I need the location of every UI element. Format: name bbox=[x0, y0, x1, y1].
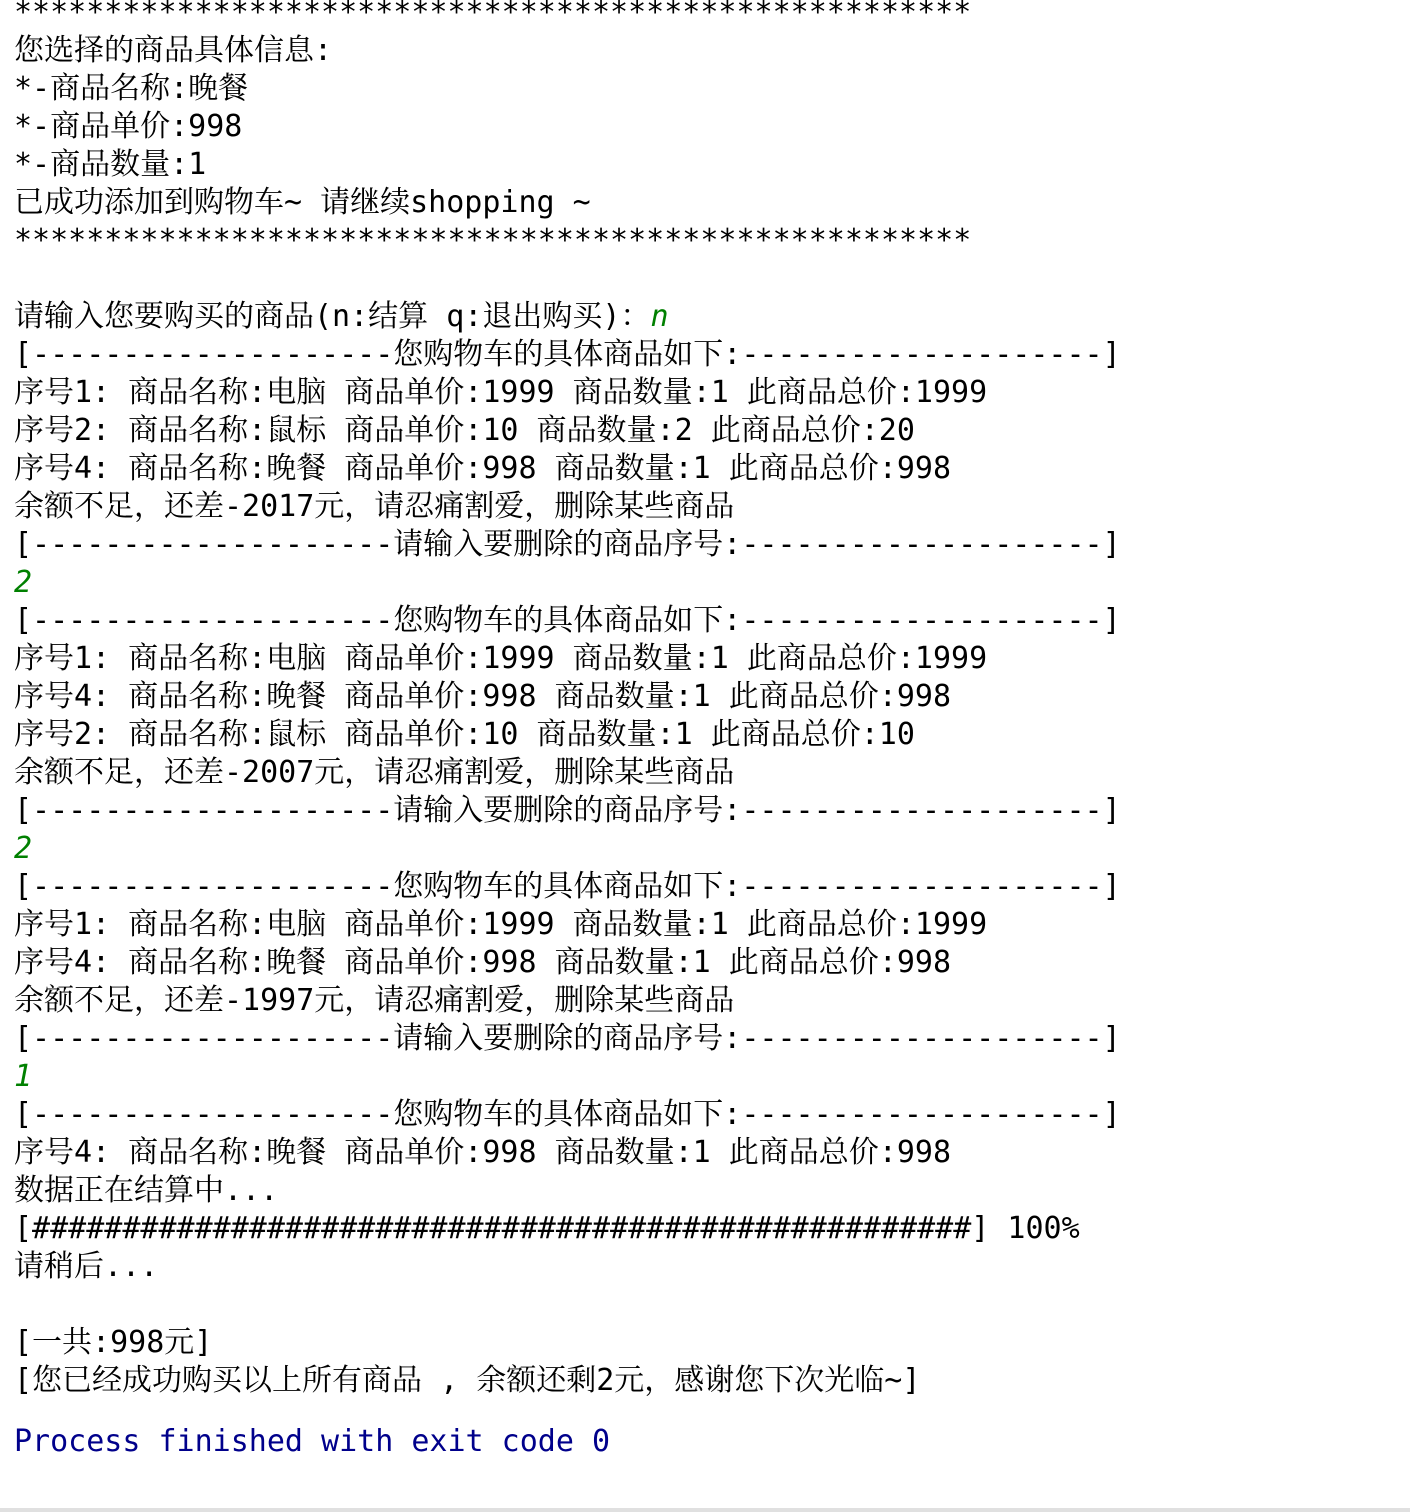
console-line bbox=[14, 1324, 1404, 1362]
console-line-text: 数据正在结算中... bbox=[14, 1173, 279, 1208]
console-line-text: ***************************************************** bbox=[14, 223, 972, 258]
console-line bbox=[14, 602, 1404, 640]
console-line-text: 余额不足，还差-2017元，请忍痛割爱，删除某些商品 bbox=[14, 489, 735, 524]
console-line-text: 序号1: 商品名称:电脑 商品单价:1999 商品数量:1 此商品总价:1999 bbox=[14, 907, 988, 942]
console-line-text: [--------------------您购物车的具体商品如下:--------------------] bbox=[14, 869, 1121, 904]
console-line bbox=[14, 298, 1404, 336]
console-line-text: 序号4: 商品名称:晚餐 商品单价:998 商品数量:1 此商品总价:998 bbox=[14, 1135, 952, 1170]
console-line-text: [--------------------您购物车的具体商品如下:--------------------] bbox=[14, 337, 1121, 372]
console-line-text: 序号4: 商品名称:晚餐 商品单价:998 商品数量:1 此商品总价:998 bbox=[14, 679, 952, 714]
console-line bbox=[14, 1400, 1404, 1423]
console-line-text: 请输入您要购买的商品(n:结算 q:退出购买)： bbox=[14, 299, 651, 334]
console-line-text: 序号4: 商品名称:晚餐 商品单价:998 商品数量:1 此商品总价:998 bbox=[14, 451, 952, 486]
console-line bbox=[14, 1172, 1404, 1210]
console-line-text: 序号1: 商品名称:电脑 商品单价:1999 商品数量:1 此商品总价:1999 bbox=[14, 641, 988, 676]
user-input-text: n bbox=[650, 299, 669, 334]
console-line bbox=[14, 0, 1404, 32]
console-line bbox=[14, 678, 1404, 716]
console-line bbox=[14, 260, 1404, 298]
console-line-text: 余额不足，还差-1997元，请忍痛割爱，删除某些商品 bbox=[14, 983, 735, 1018]
console-line-text: [您已经成功购买以上所有商品 , 余额还剩2元，感谢您下次光临~] bbox=[14, 1363, 921, 1398]
console-line bbox=[14, 374, 1404, 412]
console-line bbox=[14, 792, 1404, 830]
console-line bbox=[14, 1020, 1404, 1058]
console-line bbox=[14, 184, 1404, 222]
console-line-text: [--------------------请输入要删除的商品序号:--------------------] bbox=[14, 1021, 1121, 1056]
console-line bbox=[14, 830, 1404, 868]
console-line bbox=[14, 32, 1404, 70]
console-line bbox=[14, 564, 1404, 602]
process-exit-line bbox=[14, 1423, 1404, 1461]
console-line bbox=[14, 716, 1404, 754]
console-line-text: *-商品数量:1 bbox=[14, 147, 207, 182]
console-line bbox=[14, 450, 1404, 488]
console-line bbox=[14, 1058, 1404, 1096]
console-line bbox=[14, 108, 1404, 146]
console-line-text: [一共:998元] bbox=[14, 1325, 213, 1360]
user-input-text: 2 bbox=[14, 831, 33, 866]
console-output bbox=[14, 0, 1404, 1461]
console-line-text: 序号4: 商品名称:晚餐 商品单价:998 商品数量:1 此商品总价:998 bbox=[14, 945, 952, 980]
console-line bbox=[14, 906, 1404, 944]
console-line-text: 请稍后... bbox=[14, 1249, 159, 1284]
panel-bottom-border bbox=[0, 1508, 1410, 1512]
console-line bbox=[14, 868, 1404, 906]
console-line-text: ***************************************************** bbox=[14, 0, 972, 30]
console-line bbox=[14, 1134, 1404, 1172]
console-line bbox=[14, 1286, 1404, 1324]
console-line bbox=[14, 146, 1404, 184]
console-line bbox=[14, 336, 1404, 374]
console-line-text: Process finished with exit code 0 bbox=[14, 1424, 611, 1459]
console-line-text: [--------------------请输入要删除的商品序号:--------------------] bbox=[14, 527, 1121, 562]
console-line-text: 序号2: 商品名称:鼠标 商品单价:10 商品数量:1 此商品总价:10 bbox=[14, 717, 915, 752]
console-line bbox=[14, 944, 1404, 982]
console-line bbox=[14, 70, 1404, 108]
console-line-text: *-商品名称:晚餐 bbox=[14, 71, 249, 106]
console-line bbox=[14, 1096, 1404, 1134]
console-line bbox=[14, 526, 1404, 564]
user-input-text: 2 bbox=[14, 565, 33, 600]
console-line bbox=[14, 488, 1404, 526]
console-line-text: 您选择的商品具体信息: bbox=[14, 33, 333, 68]
console-line bbox=[14, 1362, 1404, 1400]
console-line bbox=[14, 982, 1404, 1020]
console-line-text: [--------------------请输入要删除的商品序号:--------------------] bbox=[14, 793, 1121, 828]
console-line bbox=[14, 1248, 1404, 1286]
console-line-text: 余额不足，还差-2007元，请忍痛割爱，删除某些商品 bbox=[14, 755, 735, 790]
console-line-text: *-商品单价:998 bbox=[14, 109, 243, 144]
console-line-text: [####################################################] 100% bbox=[14, 1211, 1080, 1246]
console-line bbox=[14, 640, 1404, 678]
console-line-text: [--------------------您购物车的具体商品如下:--------------------] bbox=[14, 1097, 1121, 1132]
console-line-text: [--------------------您购物车的具体商品如下:--------------------] bbox=[14, 603, 1121, 638]
console-line bbox=[14, 222, 1404, 260]
console-line bbox=[14, 754, 1404, 792]
console-line bbox=[14, 412, 1404, 450]
console-line bbox=[14, 1210, 1404, 1248]
console-line-text: 序号1: 商品名称:电脑 商品单价:1999 商品数量:1 此商品总价:1999 bbox=[14, 375, 988, 410]
user-input-text: 1 bbox=[14, 1059, 33, 1094]
console-line-text: 已成功添加到购物车~ 请继续shopping ~ bbox=[14, 185, 591, 220]
console-line-text: 序号2: 商品名称:鼠标 商品单价:10 商品数量:2 此商品总价:20 bbox=[14, 413, 915, 448]
